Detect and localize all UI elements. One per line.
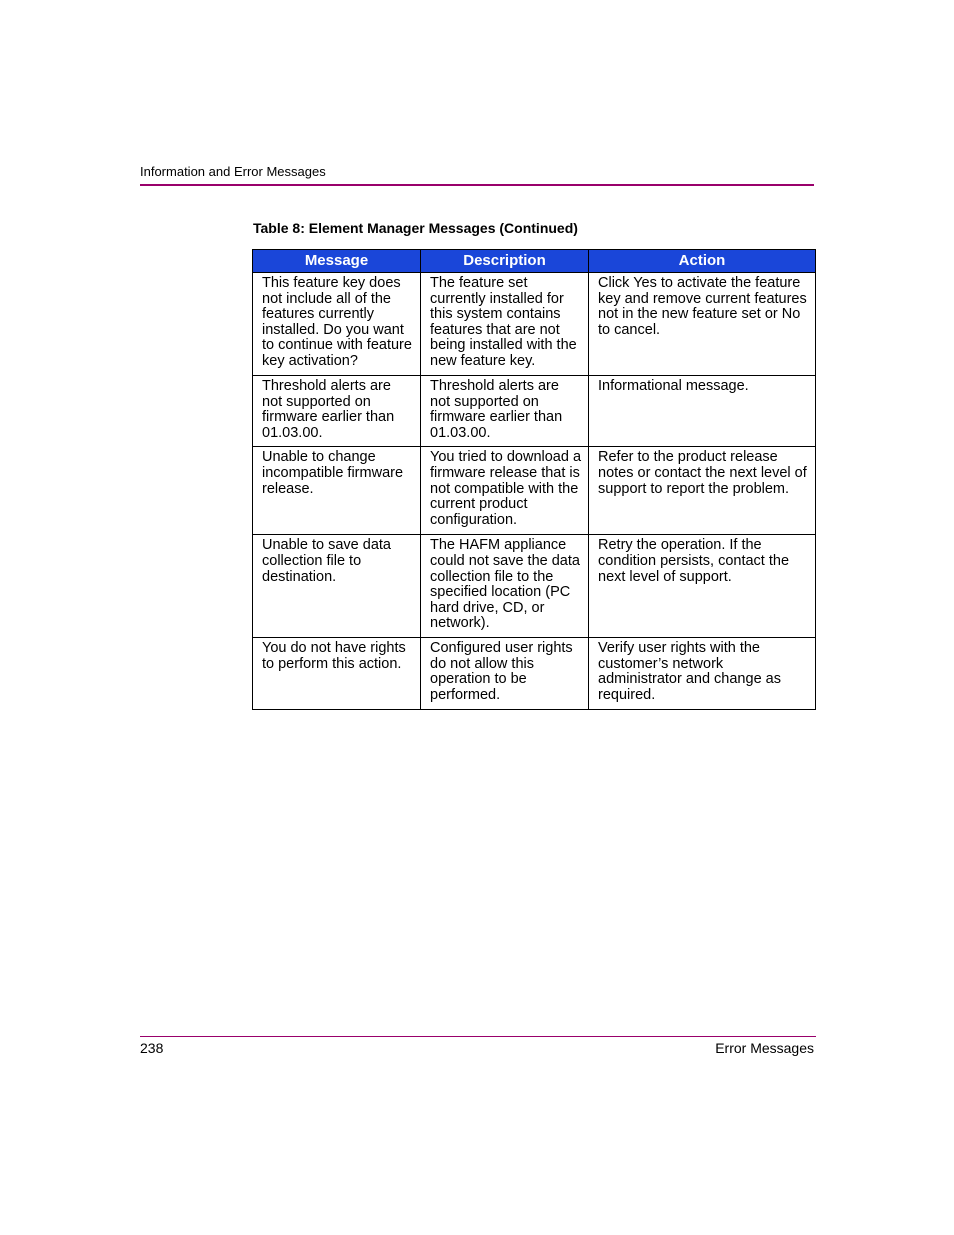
ui-term-yes: Yes: [633, 275, 657, 291]
footer-section-title: Error Messages: [715, 1040, 814, 1056]
column-header-message: Message: [253, 250, 421, 273]
message-cell: Unable to change incompatible firmware release.: [253, 447, 421, 535]
action-cell: [589, 273, 816, 376]
action-cell: Retry the operation. If the condition persists, contact the next level of support.: [589, 535, 816, 638]
table-header-row: [253, 250, 816, 273]
action-cell: Refer to the product release notes or contact the next level of support to report the problem.: [589, 447, 816, 535]
element-manager-messages-table: [252, 249, 816, 710]
page-number: 238: [140, 1040, 164, 1056]
action-cell: Informational message.: [589, 376, 816, 447]
description-cell: You tried to download a firmware release that is not compatible with the current product configuration.: [421, 447, 589, 535]
table-row: [253, 447, 816, 535]
running-header: Information and Error Messages: [140, 164, 326, 179]
action-cell: Verify user rights with the customer’s network administrator and change as required.: [589, 637, 816, 709]
message-cell: You do not have rights to perform this action.: [253, 637, 421, 709]
message-cell: This feature key does not include all of the features currently installed. Do you want to continue with feature key activation?: [253, 273, 421, 376]
message-cell: Unable to save data collection file to destination.: [253, 535, 421, 638]
description-cell: The HAFM appliance could not save the data collection file to the specified location (PC hard drive, CD, or network).: [421, 535, 589, 638]
footer-rule: [140, 1036, 816, 1037]
action-text: to activate the feature key and remove current features not in the new feature set or: [598, 275, 807, 323]
table-title: Table 8: Element Manager Messages (Continued): [253, 220, 578, 236]
description-cell: Configured user rights do not allow this operation to be performed.: [421, 637, 589, 709]
table-row: [253, 637, 816, 709]
column-header-description: Description: [421, 250, 589, 273]
message-cell: Threshold alerts are not supported on firmware earlier than 01.03.00.: [253, 376, 421, 447]
column-header-action: Action: [589, 250, 816, 273]
header-rule: [140, 184, 814, 186]
table-row: [253, 535, 816, 638]
table-row: [253, 376, 816, 447]
action-text: Click: [598, 275, 634, 291]
action-text: to cancel.: [598, 321, 661, 338]
description-cell: Threshold alerts are not supported on firmware earlier than 01.03.00.: [421, 376, 589, 447]
description-cell: The feature set currently installed for this system contains features that are not being installed with the new feature key.: [421, 273, 589, 376]
table-row: [253, 273, 816, 376]
ui-term-no: No: [781, 306, 801, 323]
